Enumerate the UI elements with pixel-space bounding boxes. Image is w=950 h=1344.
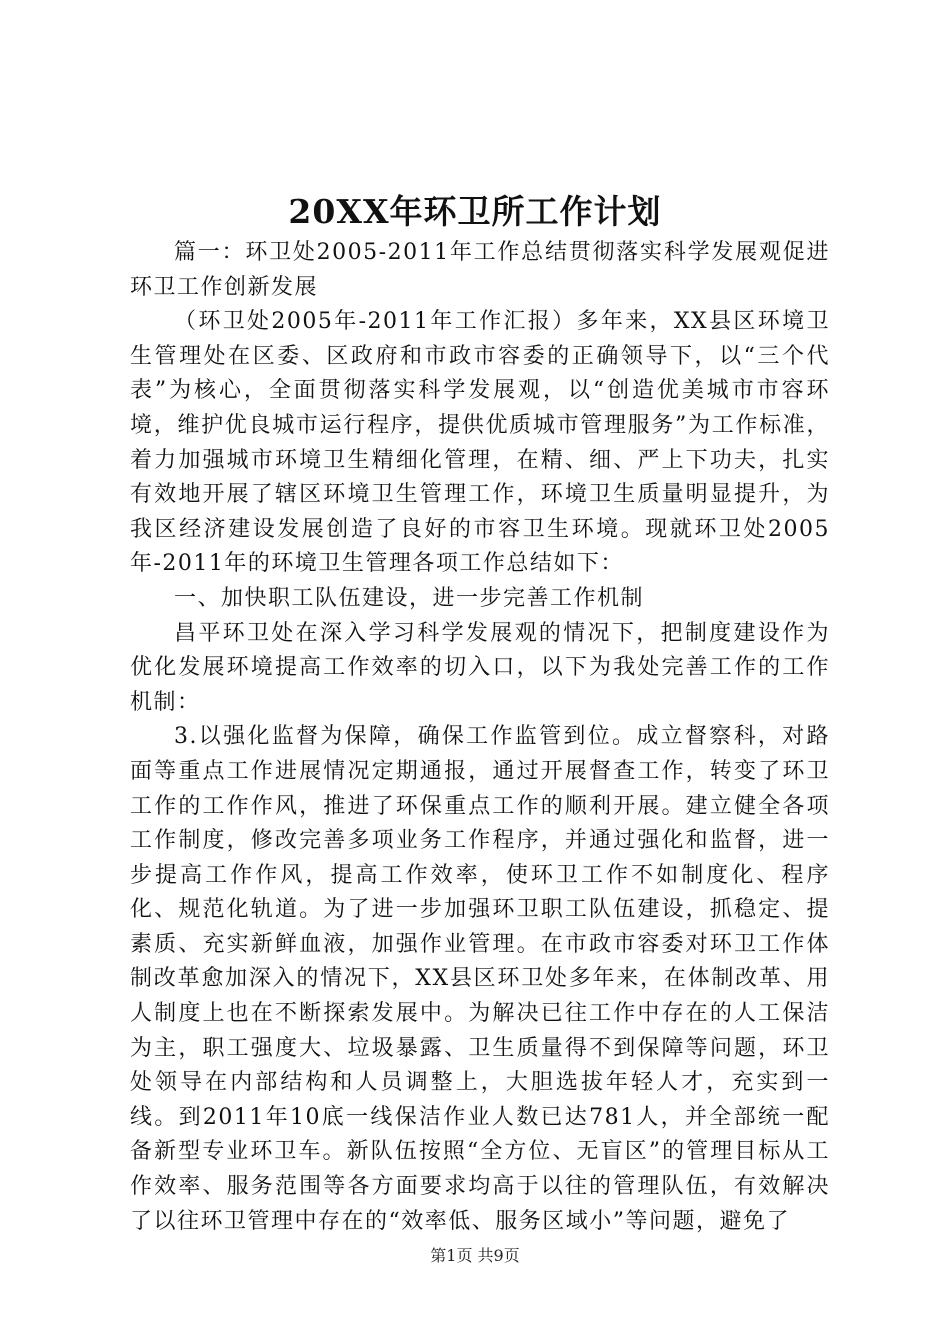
paragraph: 3.以强化监督为保障，确保工作监管到位。成立督察科，对路面等重点工作进展情况定期通报，通过开展督查工作，转变了环卫工作的工作作风，推进了环保重点工作的顺利开展。建立健全各项工作制度，修改完善多项业务工作程序，并通过强化和监督，进一步提高工作作风，提高工作效率，使环卫工作不如制度化、程序化、规范化轨道。为了进一步加强环卫职工队伍建设，抓稳定、提素质、充实新鲜血液，加强作业管理。在市政市容委对环卫工作体制改革愈加深入的情况下，XX县区环卫处多年来，在体制改革、用人制度上也在不断探索发展中。为解决已往工作中存在的人工保洁为主，职工强度大、垃圾暴露、卫生质量得不到保障等问题，环卫处领导在内部结构和人员调整上，大胆选拔年轻人才，充实到一线。到2011年10底一线保洁作业人数已达781人，并全部统一配备新型专业环卫车。新队伍按照“全方位、无盲区”的管理目标从工作效率、服务范围等各方面要求均高于以往的管理队伍，有效解决了以往环卫管理中存在的“效率低、服务区域小”等问题，避免了 [130,724,830,1234]
page-footer: 第1页 共9页 [430,1246,520,1265]
document-title: 20XX年环卫所工作计划 [288,192,662,231]
section-heading: 一、加快职工队伍建设，进一步完善工作机制 [174,585,645,611]
paragraph: 昌平环卫处在深入学习科学发展观的情况下，把制度建设作为优化发展环境提高工作效率的切入口，以下为我处完善工作的工作机制： [130,620,830,715]
paragraph: 篇一：环卫处2005-2011年工作总结贯彻落实科学发展观促进环卫工作创新发展 [130,240,830,300]
paragraph: （环卫处2005年-2011年工作汇报）多年来，XX县区环境卫生管理处在区委、区政府和市政市容委的正确领导下，以“三个代表”为核心，全面贯彻落实科学发展观，以“创造优美城市市容环境，维护优良城市运行程序，提供优质城市管理服务”为工作标准，着力加强城市环境卫生精细化管理，在精、细、严上下功夫，扎实有效地开展了辖区环境卫生管理工作，环境卫生质量明显提升，为我区经济建设发展创造了良好的市容卫生环境。现就环卫处2005年-2011年的环境卫生管理各项工作总结如下： [130,309,830,577]
document-body [130,236,830,1239]
